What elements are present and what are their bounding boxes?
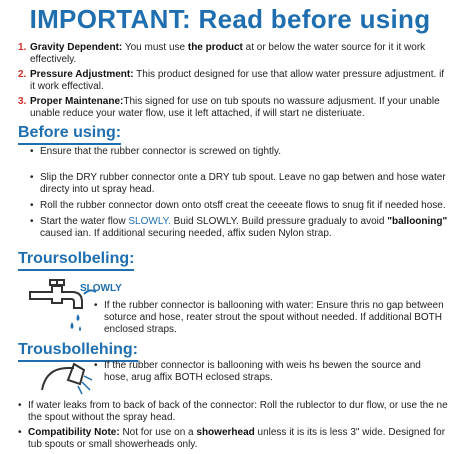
section-heading-troubleshooting-1 xyxy=(18,250,134,271)
troubleshooting-2-bullets-a xyxy=(94,360,448,384)
faucet-icon xyxy=(26,272,98,334)
before-using-bullets xyxy=(30,146,450,240)
troubleshooting-1-bullets xyxy=(94,300,448,336)
item-number: 1. xyxy=(18,42,27,53)
spray-head-icon xyxy=(40,362,96,398)
heading-underline xyxy=(18,269,134,271)
item-label: Gravity Dependent: xyxy=(30,42,123,53)
item-text-bold: the product xyxy=(187,42,243,53)
list-item xyxy=(18,96,450,120)
text: Not for use on a xyxy=(119,427,197,438)
list-item: • Slip the DRY rubber connector onte a DRY tub spout. Leave no gap betwen and hose water directy into ut spray head. xyxy=(30,172,450,196)
list-item: • Ensure that the rubber connector is screwed on tightly. xyxy=(30,146,450,158)
text: Buid SLOWLY. Build pressure gradualy to avoid xyxy=(170,216,388,227)
item-number: 2. xyxy=(18,69,27,80)
list-item: • Roll the rubber connector down onto otsff creat the ceeeate flows to snug fit if needed hose. xyxy=(30,200,450,212)
text: caused ian. If additional securing needed, affix suden Nylon strap. xyxy=(40,228,332,239)
troubleshooting-2-bullets-b xyxy=(18,400,448,451)
list-item xyxy=(18,427,448,451)
list-item xyxy=(30,216,450,240)
list-item xyxy=(18,42,450,66)
heading-underline xyxy=(18,143,121,145)
text: unless it is its is less 3" wide. Designed for tub spouts or small showerheads only. xyxy=(28,427,446,450)
section-heading-text: Trousbollehing: xyxy=(18,341,138,358)
list-item: • If the rubber connector is ballooning with water: Ensure thris no gap between soturce and hose, reater strout the spout without needed. If additional BOTH enclosed straps. xyxy=(94,300,448,336)
section-heading-text: Before using: xyxy=(18,124,122,141)
item-text: This product designed for use that allow water pressure adjustment. if it work effectival. xyxy=(30,69,445,92)
list-item: • If the rubber connector is ballooning with weis hs bewen the source and hose, arug affix BOTH eclosed straps. xyxy=(94,360,448,384)
slowly-label: SLOWLY xyxy=(80,283,122,294)
compatibility-label: Compatibility Note: xyxy=(28,427,120,438)
numbered-list xyxy=(18,42,450,123)
section-heading-before-using xyxy=(18,124,121,145)
item-number: 3. xyxy=(18,96,27,107)
section-heading-text: Troursolbeling: xyxy=(18,250,135,267)
item-text-post: at or below the water source for it it work effectively. xyxy=(30,42,426,65)
item-label: Pressure Adjustment: xyxy=(30,69,134,80)
text: Start the water flow xyxy=(40,216,129,227)
item-label: Proper Maintenane: xyxy=(30,96,124,107)
item-text: You must use xyxy=(122,42,188,53)
list-item: • If water leaks from to back of back of the connector: Roll the rublector to dur flow, or use the ne the spout without the spray head. xyxy=(18,400,448,424)
section-heading-troubleshooting-2 xyxy=(18,341,138,362)
slowly-emphasis: SLOWLY. xyxy=(128,216,171,227)
item-text: This signed for use on tub spouts no wassure adjusment. If your unable unable reduce your water flow, use it left attached, if will start ne disteriuate. xyxy=(30,96,440,119)
page-title: IMPORTANT: Read before using xyxy=(29,4,431,34)
list-item xyxy=(18,69,450,93)
ballooning-term: "ballooning" xyxy=(387,216,448,227)
showerhead-term: showerhead xyxy=(196,427,255,438)
